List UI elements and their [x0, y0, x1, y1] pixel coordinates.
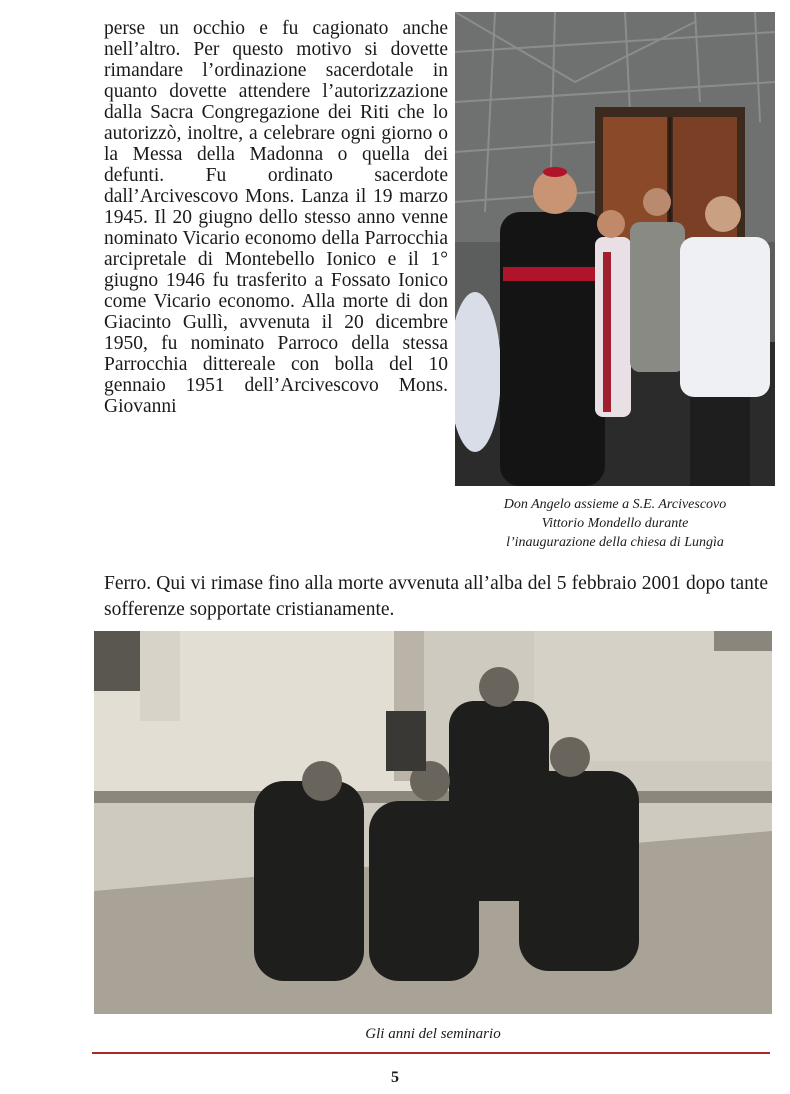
- body-text-column: [104, 18, 448, 417]
- caption1-line3: l’inaugurazione della chiesa di Lungìa: [506, 535, 724, 550]
- page-number: 5: [391, 1069, 399, 1086]
- photo-inauguration: [455, 12, 775, 486]
- caption1-line2: Vittorio Mondello durante: [541, 516, 689, 531]
- photo-seminary: [94, 631, 772, 1014]
- footer-rule: [92, 1052, 770, 1054]
- photo-inauguration-caption: [462, 495, 768, 552]
- body-text-full-width: [104, 571, 768, 623]
- caption1-line1: Don Angelo assieme a S.E. Arcivescovo: [503, 497, 727, 512]
- photo-seminary-illustration: [94, 631, 772, 1014]
- photo-seminary-caption: Gli anni del seminario: [365, 1026, 501, 1042]
- body-paragraph-full: Ferro. Qui vi rimase fino alla morte avvenuta all’alba del 5 febbraio 2001 dopo tante sofferenze sopportate cristianamente.: [104, 573, 768, 620]
- body-paragraph-column: perse un occhio e fu cagionato anche nell’altro. Per questo motivo si dovette rimandare l’ordinazione sacerdotale in quanto dovette attendere l’autorizzazione dalla Sacra Congregazione dei Riti che lo autorizzò, inoltre, a celebrare ogni giorno o la Messa della Madonna o quella dei defunti. Fu ordinato sacerdote dall’Arcivescovo Mons. Lanza il 19 marzo 1945. Il 20 giugno dello stesso anno venne nominato Vicario economo della Parrocchia arcipretale di Montebello Ionico e il 1° giugno 1946 fu trasferito a Fossato Ionico come Vicario economo. Alla morte di don Giacinto Gullì, avvenuta il 20 dicembre 1950, fu nominato Parroco della stessa Parrocchia dittereale con bolla del 10 gennaio 1951 dell’Arcivescovo Mons. Giovanni: [104, 18, 448, 417]
- photo-inauguration-illustration: [455, 12, 775, 486]
